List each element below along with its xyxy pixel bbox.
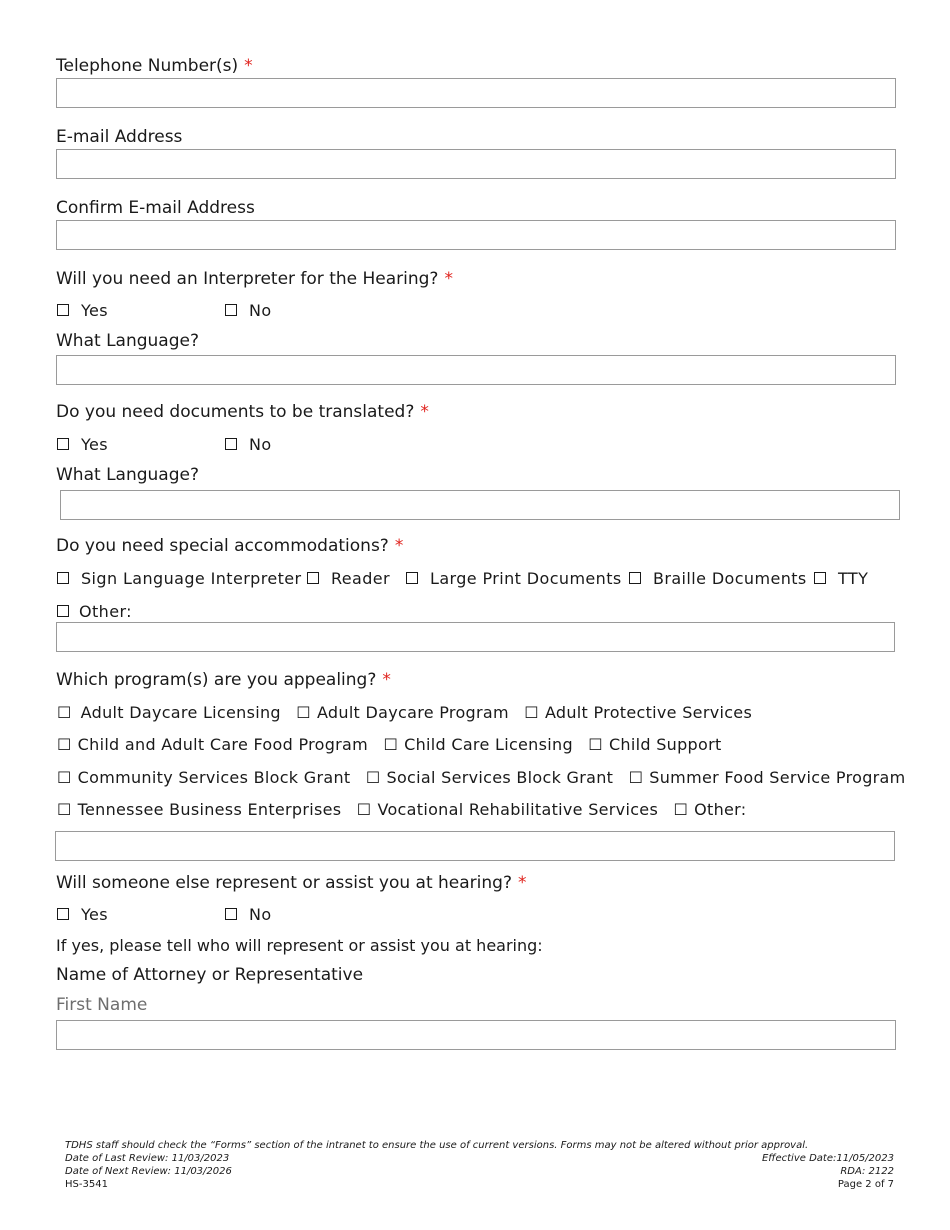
checkbox-icon[interactable]: ☐ (588, 735, 603, 754)
option-label: Adult Daycare Licensing (80, 703, 281, 722)
footer-rda: RDA: 2122 (840, 1166, 894, 1177)
option-label: Yes (81, 435, 109, 454)
checkbox-icon[interactable]: ☐ (524, 703, 539, 722)
accommodation-braille[interactable] (629, 569, 807, 589)
checkbox-icon[interactable] (629, 572, 641, 584)
email-input[interactable] (57, 150, 895, 178)
attorney-label: Name of Attorney or Representative (56, 965, 364, 985)
translation-no-option[interactable] (225, 435, 272, 455)
checkbox-icon[interactable]: ☐ (383, 735, 399, 754)
checkbox-icon[interactable] (225, 908, 237, 920)
footer-effective-date: Effective Date:11/05/2023 (761, 1153, 894, 1164)
checkbox-icon[interactable]: ☐ (673, 800, 689, 819)
checkbox-icon[interactable]: ☐ (628, 768, 644, 787)
option-label: Large Print Documents (430, 569, 622, 588)
program-child-adult-care-food[interactable] (57, 735, 368, 754)
option-label: No (249, 905, 272, 924)
first-name-field[interactable] (56, 1020, 896, 1050)
translation-question: Do you need documents to be translated? * (56, 402, 429, 422)
programs-row (57, 768, 916, 788)
checkbox-icon[interactable] (57, 908, 69, 920)
interpreter-language-label: What Language? (56, 331, 199, 351)
translation-language-field[interactable] (60, 490, 900, 520)
program-other[interactable] (673, 800, 746, 819)
if-yes-instruction: If yes, please tell who will represent or assist you at hearing: (56, 936, 543, 955)
option-label: Child Support (608, 735, 722, 754)
accommodation-sign-language[interactable] (57, 569, 302, 589)
option-label: Social Services Block Grant (386, 768, 614, 787)
interpreter-language-field[interactable] (56, 355, 896, 385)
checkbox-icon[interactable]: ☐ (57, 703, 72, 722)
checkbox-icon[interactable] (57, 605, 69, 617)
telephone-field[interactable] (56, 78, 896, 108)
email-label: E-mail Address (56, 127, 183, 147)
program-other-input[interactable] (56, 832, 894, 860)
programs-row (57, 703, 762, 723)
checkbox-icon[interactable]: ☐ (296, 703, 311, 722)
required-marker: * (444, 269, 453, 289)
translation-language-label: What Language? (56, 465, 199, 485)
interpreter-yes-option[interactable] (57, 301, 108, 321)
checkbox-icon[interactable]: ☐ (57, 735, 72, 754)
checkbox-icon[interactable] (307, 572, 319, 584)
footer-next-review: Date of Next Review: 11/03/2026 (65, 1166, 232, 1177)
telephone-input[interactable] (57, 79, 895, 107)
option-label: Other: (79, 602, 132, 621)
footer-page-number: Page 2 of 7 (837, 1179, 894, 1190)
program-vocational-rehabilitative[interactable] (357, 800, 658, 819)
checkbox-icon[interactable] (406, 572, 418, 584)
option-label: Yes (81, 905, 109, 924)
accommodation-reader[interactable] (307, 569, 390, 589)
programs-row (57, 800, 756, 820)
required-marker: * (394, 536, 404, 556)
accommodation-tty[interactable] (814, 569, 868, 589)
checkbox-icon[interactable] (814, 572, 826, 584)
option-label: Braille Documents (653, 569, 807, 588)
required-marker: * (420, 402, 429, 422)
accommodation-large-print[interactable] (406, 569, 622, 589)
first-name-label: First Name (56, 995, 148, 1015)
option-label: Reader (331, 569, 391, 588)
footer-last-review: Date of Last Review: 11/03/2023 (65, 1153, 230, 1164)
program-child-care-licensing[interactable] (383, 735, 572, 754)
confirm-email-input[interactable] (57, 221, 895, 249)
option-label: Summer Food Service Program (649, 768, 906, 787)
option-label: Community Services Block Grant (77, 768, 351, 787)
translation-yes-option[interactable] (57, 435, 108, 455)
telephone-label: Telephone Number(s) * (56, 56, 253, 76)
programs-row (57, 735, 732, 755)
programs-question: Which program(s) are you appealing? * (56, 670, 391, 690)
option-label: Child Care Licensing (404, 735, 573, 754)
option-label: Other: (694, 800, 747, 819)
option-label: No (249, 435, 272, 454)
option-label: Tennessee Business Enterprises (77, 800, 342, 819)
required-marker: * (382, 670, 391, 690)
program-tennessee-business-enterprises[interactable] (57, 800, 341, 819)
translation-language-input[interactable] (61, 491, 899, 519)
program-adult-protective-services[interactable] (524, 703, 752, 722)
accommodation-other[interactable] (57, 602, 132, 622)
checkbox-icon[interactable] (57, 572, 69, 584)
confirm-email-label: Confirm E-mail Address (56, 198, 255, 218)
accommodation-other-field[interactable] (56, 622, 895, 652)
checkbox-icon[interactable] (225, 438, 237, 450)
required-marker: * (517, 873, 527, 893)
option-label: Child and Adult Care Food Program (77, 735, 369, 754)
email-field[interactable] (56, 149, 896, 179)
footer-notice: TDHS staff should check the “Forms” section of the intranet to ensure the use of current versions. Forms may not be altered without prior approval. (65, 1140, 809, 1151)
required-marker: * (244, 56, 253, 76)
option-label: Yes (81, 301, 109, 320)
option-label: Vocational Rehabilitative Services (377, 800, 659, 819)
program-social-services-block-grant[interactable] (366, 768, 613, 787)
accommodation-other-input[interactable] (57, 623, 894, 651)
program-adult-daycare-program[interactable] (296, 703, 509, 722)
checkbox-icon[interactable]: ☐ (356, 800, 372, 819)
option-label: TTY (838, 569, 869, 588)
interpreter-no-option[interactable] (225, 301, 272, 321)
checkbox-icon[interactable] (225, 304, 237, 316)
footer-form-number: HS-3541 (65, 1179, 108, 1190)
option-label: Sign Language Interpreter (81, 569, 302, 588)
checkbox-icon[interactable]: ☐ (57, 768, 72, 787)
first-name-input[interactable] (57, 1021, 895, 1049)
accommodations-question: Do you need special accommodations? * (56, 536, 404, 556)
option-label: No (249, 301, 272, 320)
confirm-email-field[interactable] (56, 220, 896, 250)
checkbox-icon[interactable]: ☐ (57, 800, 72, 819)
program-summer-food-service[interactable] (629, 768, 906, 787)
interpreter-question: Will you need an Interpreter for the Hearing? * (56, 269, 453, 289)
option-label: Adult Daycare Program (316, 703, 509, 722)
represent-yes-option[interactable] (57, 905, 108, 925)
option-label: Adult Protective Services (544, 703, 753, 722)
checkbox-icon[interactable]: ☐ (365, 768, 381, 787)
interpreter-language-input[interactable] (57, 356, 895, 384)
represent-question: Will someone else represent or assist you at hearing? * (56, 873, 527, 893)
program-community-services-block-grant[interactable] (57, 768, 350, 787)
program-child-support[interactable] (588, 735, 721, 754)
checkbox-icon[interactable] (57, 438, 69, 450)
program-other-field[interactable] (55, 831, 895, 861)
represent-no-option[interactable] (225, 905, 272, 925)
checkbox-icon[interactable] (57, 304, 69, 316)
program-adult-daycare-licensing[interactable] (57, 703, 281, 722)
